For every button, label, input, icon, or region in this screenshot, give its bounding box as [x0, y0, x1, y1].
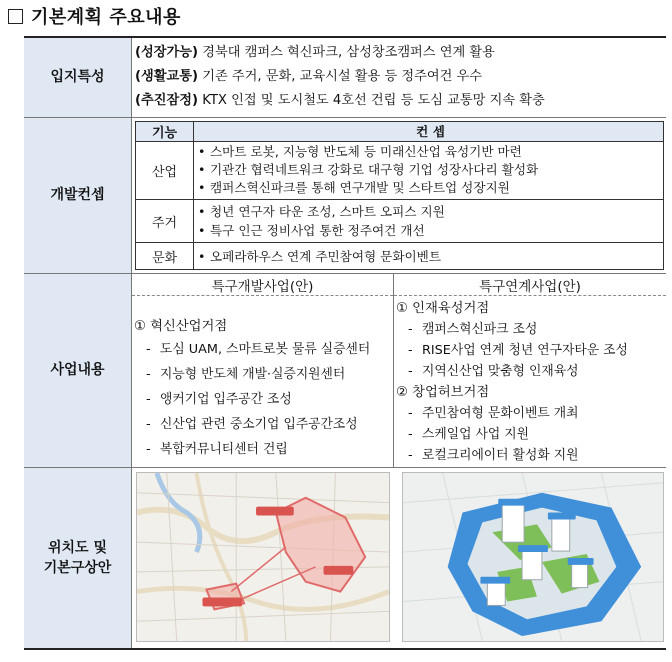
page-title: 기본계획 주요내용 [31, 7, 181, 28]
concept-header-key: 기능 [136, 122, 194, 141]
business-item: - 도심 UAM, 스마트로봇 물류 실증센터 [134, 337, 393, 362]
business-right-column [394, 274, 666, 467]
row-label-concept: 개발컨셉 [24, 118, 132, 273]
business-item: - 지능형 반도체 개발·실증지원센터 [134, 362, 393, 387]
business-item: - 로컬크리에이터 활성화 지원 [396, 445, 666, 466]
row-map [24, 468, 666, 648]
business-group-title: ① 혁신산업거점 [134, 319, 228, 334]
business-item: - 캠퍼스혁신파크 조성 [396, 319, 666, 340]
concept-content [132, 118, 666, 273]
business-item: - 신산업 관련 중소기업 입주공간조성 [134, 412, 393, 437]
business-group-title: ② 창업허브거점 [396, 385, 490, 400]
concept-header-value: 컨 셉 [194, 122, 663, 141]
map-content [132, 468, 666, 648]
business-item: - 스케일업 사업 지원 [396, 424, 666, 445]
concept-row-culture [136, 243, 663, 270]
business-right-header: 특구연계사업(안) [394, 274, 666, 296]
row-label-business: 사업내용 [24, 274, 132, 467]
business-item: - 앵커기업 입주공간 조성 [134, 387, 393, 412]
concept-item: • 특구 인근 정비사업 통한 정주여건 개선 [198, 221, 663, 240]
location-line: (성장가능) 경북대 캠퍼스 혁신파크, 삼성창조캠퍼스 연계 활용 [135, 45, 495, 60]
concept-key: 주거 [136, 200, 194, 242]
concept-item: • 청년 연구자 타운 조성, 스마트 오피스 지원 [198, 202, 663, 221]
row-business [24, 274, 666, 468]
location-map-image [136, 472, 390, 642]
row-label-map [24, 468, 132, 648]
location-line: (생활교통) 기존 주거, 문화, 교육시설 활용 등 정주여건 우수 [135, 69, 482, 84]
business-group-title: ① 인재육성거점 [396, 301, 490, 316]
row-location [24, 38, 666, 118]
business-item: - 복합커뮤니티센터 건립 [134, 437, 393, 462]
concept-table [135, 121, 664, 270]
row-concept [24, 118, 666, 274]
concept-key: 문화 [136, 243, 194, 270]
master-plan-aerial-image [402, 472, 664, 642]
business-left-header: 특구개발사업(안) [132, 274, 393, 296]
row-label-map-line: 기본구상안 [43, 560, 112, 576]
business-left-column [132, 274, 394, 467]
business-item: - 주민참여형 문화이벤트 개최 [396, 403, 666, 424]
section-heading [8, 2, 181, 30]
location-content [132, 38, 666, 117]
concept-row-industry [136, 142, 663, 200]
concept-header-row [136, 122, 663, 142]
row-label-map-line: 위치도 및 [48, 539, 107, 556]
checkbox-square-icon [8, 9, 23, 24]
business-item: - 지역신산업 맞춤형 인재육성 [396, 361, 666, 382]
concept-row-housing [136, 200, 663, 243]
concept-item: • 스마트 로봇, 지능형 반도체 등 미래신산업 육성기반 마련 [198, 143, 663, 161]
concept-key: 산업 [136, 142, 194, 199]
concept-item: • 오페라하우스 연계 주민참여형 문화이벤트 [198, 248, 441, 266]
concept-item: • 기관간 협력네트워크 강화로 대구형 기업 성장사다리 활성화 [198, 161, 663, 179]
business-item: - RISE사업 연계 청년 연구자타운 조성 [396, 340, 666, 361]
row-label-location: 입지특성 [24, 38, 132, 117]
concept-item: • 캠퍼스혁신파크를 통해 연구개발 및 스타트업 성장지원 [198, 179, 663, 197]
summary-table [24, 36, 666, 650]
business-content [132, 274, 666, 467]
location-line: (추진잠정) KTX 인접 및 도시철도 4호선 건립 등 도심 교통망 지속 확충 [135, 93, 545, 108]
